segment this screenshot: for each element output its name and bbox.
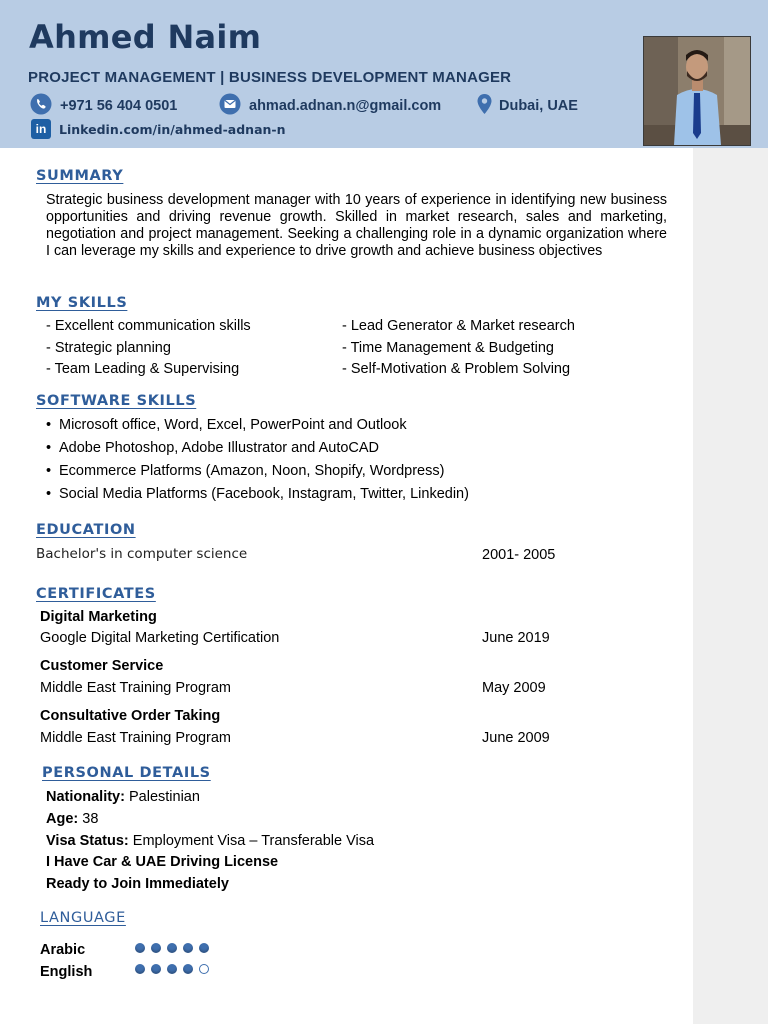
certificates-heading: CERTIFICATES xyxy=(36,586,156,602)
rating-dot-filled xyxy=(167,964,177,974)
language-rating-arabic xyxy=(135,943,209,953)
rating-dot-filled xyxy=(135,943,145,953)
software-skill-item xyxy=(46,440,379,456)
software-skill-item xyxy=(46,417,407,433)
certificate-title: Consultative Order Taking xyxy=(40,708,221,724)
visa-row xyxy=(46,833,374,849)
certificate-title: Customer Service xyxy=(40,658,164,674)
education-years: 2001- 2005 xyxy=(482,547,556,563)
bullet-dot: • xyxy=(46,440,52,456)
skills-heading: MY SKILLS xyxy=(36,295,128,311)
personal-details-heading: PERSONAL DETAILS xyxy=(42,765,211,781)
certificate-title: Digital Marketing xyxy=(40,609,157,625)
rating-dot-filled xyxy=(167,943,177,953)
location-text: Dubai, UAE xyxy=(499,98,578,114)
location-contact xyxy=(476,93,578,119)
location-pin-icon xyxy=(476,93,493,119)
bullet-dot: • xyxy=(46,417,52,433)
linkedin-icon: in xyxy=(31,119,51,139)
certificate-date: June 2019 xyxy=(482,630,550,646)
summary-heading: SUMMARY xyxy=(36,168,124,184)
skill-item: - Self-Motivation & Problem Solving xyxy=(342,361,571,377)
email-contact[interactable] xyxy=(219,93,441,119)
car-license: I Have Car & UAE Driving License xyxy=(46,854,279,870)
rating-dot-filled xyxy=(135,964,145,974)
skill-item: - Excellent communication skills xyxy=(46,318,251,334)
availability: Ready to Join Immediately xyxy=(46,876,229,892)
bullet-dot: • xyxy=(46,463,52,479)
software-skills-heading: SOFTWARE SKILLS xyxy=(36,393,197,409)
profile-photo xyxy=(643,36,751,146)
language-rating-english xyxy=(135,964,209,974)
summary-text: Strategic business development manager with 10 years of experience in identifying new business opportunities and driving revenue growth. Skilled in market research, sales and marketing, negotiation and project management. Seeking a challenging role in a dynamic organization where I can leverage my skills and experience to drive growth and achieve business objectives xyxy=(46,192,667,259)
age-label: Age: xyxy=(46,811,79,827)
right-sidebar-strip xyxy=(693,148,768,1024)
skill-item: - Time Management & Budgeting xyxy=(342,340,554,356)
candidate-name: Ahmed Naim xyxy=(29,18,262,56)
education-heading: EDUCATION xyxy=(36,522,136,538)
skill-item: - Strategic planning xyxy=(46,340,171,356)
software-skill-text: Ecommerce Platforms (Amazon, Noon, Shopify, Wordpress) xyxy=(59,463,445,479)
language-name: Arabic xyxy=(40,942,86,958)
rating-dot-filled xyxy=(151,964,161,974)
software-skill-text: Social Media Platforms (Facebook, Instagram, Twitter, Linkedin) xyxy=(59,486,469,502)
nationality-value: Palestinian xyxy=(128,789,200,805)
certificate-org: Google Digital Marketing Certification xyxy=(40,630,280,646)
nationality-label: Nationality: xyxy=(46,789,125,805)
phone-icon xyxy=(30,93,52,119)
visa-value: Employment Visa – Transferable Visa xyxy=(132,833,375,849)
visa-label: Visa Status: xyxy=(46,833,129,849)
candidate-title: PROJECT MANAGEMENT | BUSINESS DEVELOPMENT MANAGER xyxy=(28,69,512,86)
education-degree: Bachelor's in computer science xyxy=(36,546,248,562)
rating-dot-filled xyxy=(183,943,193,953)
software-skill-item xyxy=(46,463,444,479)
certificate-date: May 2009 xyxy=(482,680,546,696)
software-skill-text: Adobe Photoshop, Adobe Illustrator and AutoCAD xyxy=(59,440,380,456)
certificate-org: Middle East Training Program xyxy=(40,730,231,746)
age-row xyxy=(46,811,98,827)
age-value: 38 xyxy=(82,811,99,827)
bullet-dot: • xyxy=(46,486,52,502)
phone-contact[interactable] xyxy=(30,93,177,119)
rating-dot-filled xyxy=(199,943,209,953)
language-name: English xyxy=(40,964,93,980)
rating-dot-empty xyxy=(199,964,209,974)
rating-dot-filled xyxy=(183,964,193,974)
software-skill-item xyxy=(46,486,469,502)
phone-number: +971 56 404 0501 xyxy=(60,98,178,114)
certificate-date: June 2009 xyxy=(482,730,550,746)
nationality-row xyxy=(46,789,200,805)
certificate-org: Middle East Training Program xyxy=(40,680,231,696)
language-heading: LANGUAGE xyxy=(40,910,126,926)
linkedin-contact[interactable] xyxy=(31,119,286,139)
skill-item: - Team Leading & Supervising xyxy=(46,361,240,377)
email-address: ahmad.adnan.n@gmail.com xyxy=(249,98,442,114)
rating-dot-filled xyxy=(151,943,161,953)
software-skill-text: Microsoft office, Word, Excel, PowerPoint and Outlook xyxy=(59,417,407,433)
linkedin-url: Linkedin.com/in/ahmed-adnan-n xyxy=(59,121,286,137)
skill-item: - Lead Generator & Market research xyxy=(342,318,575,334)
email-icon xyxy=(219,93,241,119)
